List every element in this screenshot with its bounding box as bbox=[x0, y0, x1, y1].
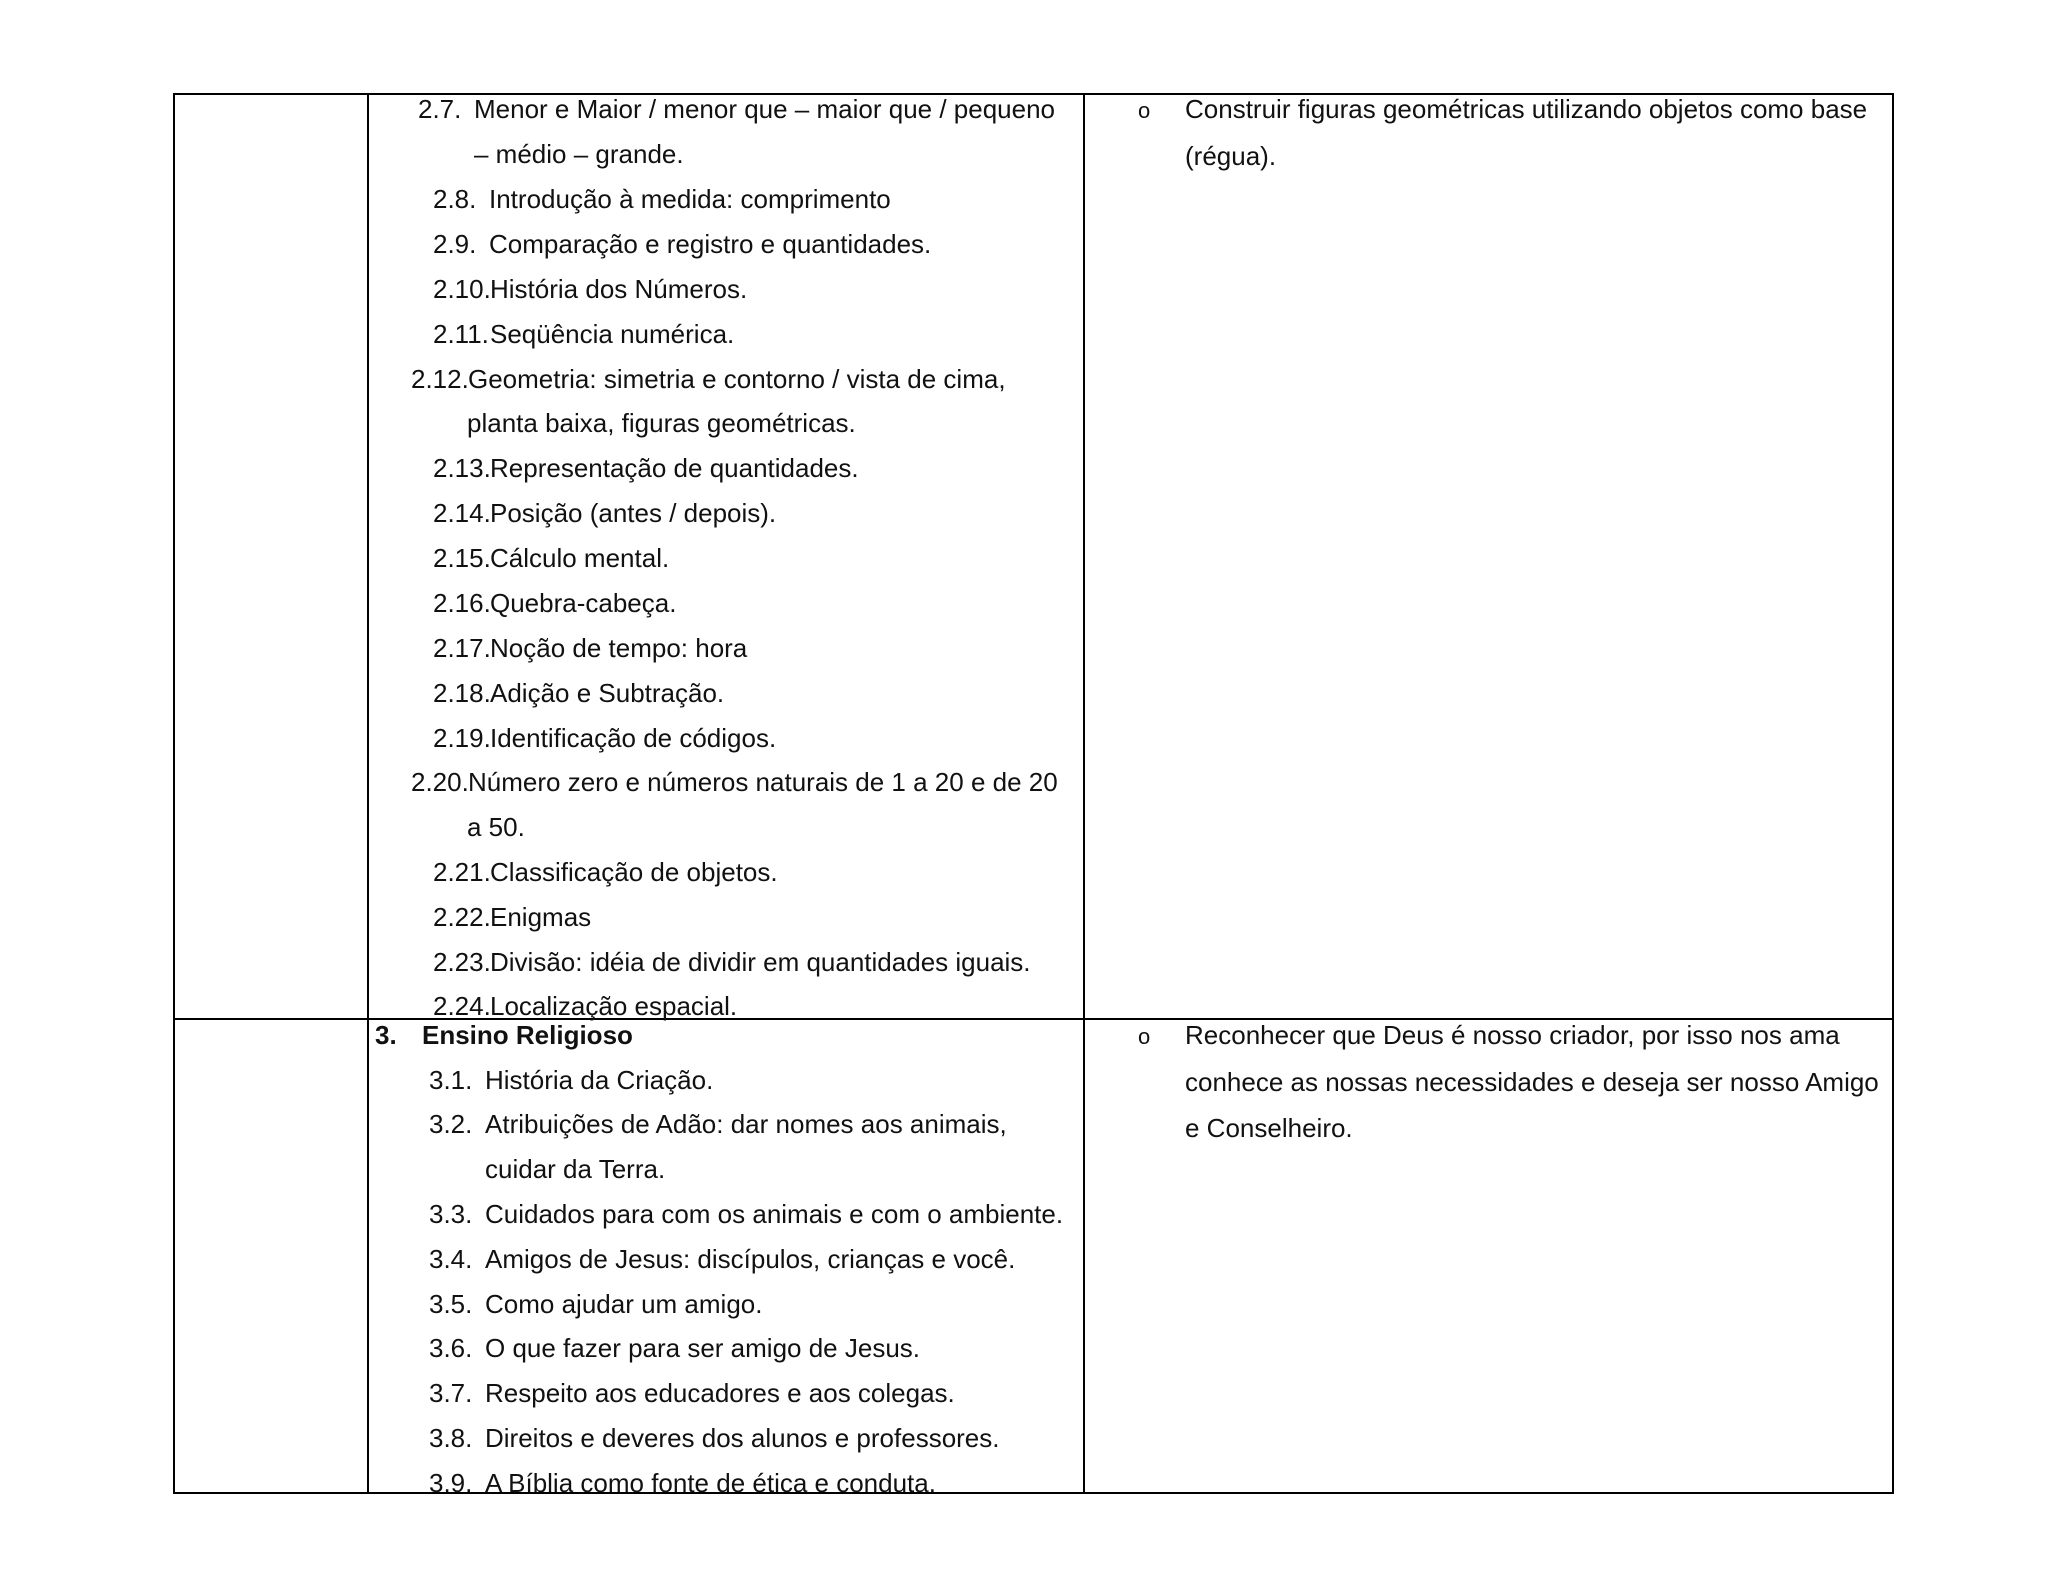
topic-number: 3.1. bbox=[429, 1065, 473, 1095]
objective-text: Construir figuras geométricas utilizando objetos como base bbox=[1185, 94, 1868, 124]
column-divider-2 bbox=[1083, 95, 1085, 1492]
topic-number: 2.21. bbox=[433, 857, 491, 887]
topic-number: 2.8. bbox=[433, 184, 477, 214]
topic-text: Respeito aos educadores e aos colegas. bbox=[485, 1378, 955, 1408]
topic-text-continuation: cuidar da Terra. bbox=[485, 1154, 666, 1184]
topic-number: 2.18. bbox=[433, 678, 491, 708]
topic-number: 2.22. bbox=[433, 902, 491, 932]
topic-number: 3.8. bbox=[429, 1423, 473, 1453]
topic-number: 2.17. bbox=[433, 633, 491, 663]
topic-text: Número zero e números naturais de 1 a 20 e de 20 bbox=[468, 767, 1058, 797]
topic-text: Direitos e deveres dos alunos e professores. bbox=[485, 1423, 1000, 1453]
topic-text: Enigmas bbox=[490, 902, 592, 932]
topic-number: 2.12. bbox=[411, 364, 469, 394]
topic-text: Adição e Subtração. bbox=[490, 678, 725, 708]
topic-number: 2.15. bbox=[433, 543, 491, 573]
bullet-icon: o bbox=[1138, 98, 1151, 123]
topic-text: História dos Números. bbox=[490, 274, 748, 304]
topic-number: 2.14. bbox=[433, 498, 491, 528]
topic-text: Como ajudar um amigo. bbox=[485, 1289, 763, 1319]
topic-text: O que fazer para ser amigo de Jesus. bbox=[485, 1333, 921, 1363]
topic-number: 2.24. bbox=[433, 991, 491, 1021]
topic-text: Cálculo mental. bbox=[490, 543, 670, 573]
topic-text: Divisão: idéia de dividir em quantidades iguais. bbox=[490, 947, 1031, 977]
topic-number: 3.4. bbox=[429, 1244, 473, 1274]
topic-text: Representação de quantidades. bbox=[490, 453, 859, 483]
topic-text-continuation: a 50. bbox=[467, 812, 525, 842]
topic-number: 2.16. bbox=[433, 588, 491, 618]
objective-text: conhece as nossas necessidades e deseja ser nosso Amigo bbox=[1185, 1067, 1879, 1097]
topic-number: 2.20. bbox=[411, 767, 469, 797]
topic-text: A Bíblia como fonte de ética e conduta. bbox=[485, 1468, 936, 1498]
topic-number: 2.23. bbox=[433, 947, 491, 977]
objective-text: e Conselheiro. bbox=[1185, 1113, 1353, 1143]
topic-number: 3.2. bbox=[429, 1109, 473, 1139]
topic-text: História da Criação. bbox=[485, 1065, 714, 1095]
topic-text: Menor e Maior / menor que – maior que / pequeno bbox=[474, 94, 1056, 124]
topic-text: Quebra-cabeça. bbox=[490, 588, 677, 618]
topic-number: 3.5. bbox=[429, 1289, 473, 1319]
topic-number: 2.10. bbox=[433, 274, 491, 304]
topic-text: Noção de tempo: hora bbox=[490, 633, 748, 663]
topic-text: Geometria: simetria e contorno / vista de cima, bbox=[468, 364, 1006, 394]
objective-text: Reconhecer que Deus é nosso criador, por isso nos ama bbox=[1185, 1020, 1840, 1050]
topic-text: Identificação de códigos. bbox=[490, 723, 777, 753]
objective-text: (régua). bbox=[1185, 141, 1277, 171]
topic-text: Posição (antes / depois). bbox=[490, 498, 777, 528]
section-number: 3. bbox=[375, 1020, 397, 1050]
column-divider-1 bbox=[367, 95, 369, 1492]
topic-text: Seqüência numérica. bbox=[490, 319, 735, 349]
section-heading: Ensino Religioso bbox=[422, 1020, 633, 1050]
topic-text: Cuidados para com os animais e com o ambiente. bbox=[485, 1199, 1064, 1229]
topic-text: Atribuições de Adão: dar nomes aos animais, bbox=[485, 1109, 1007, 1139]
topic-number: 2.19. bbox=[433, 723, 491, 753]
topic-text: Introdução à medida: comprimento bbox=[489, 184, 891, 214]
topic-text: Comparação e registro e quantidades. bbox=[489, 229, 932, 259]
topic-number: 2.7. bbox=[418, 94, 462, 124]
topic-text: Amigos de Jesus: discípulos, crianças e você. bbox=[485, 1244, 1016, 1274]
topic-number: 3.7. bbox=[429, 1378, 473, 1408]
topic-text-continuation: planta baixa, figuras geométricas. bbox=[467, 408, 856, 438]
topic-number: 2.13. bbox=[433, 453, 491, 483]
topic-text-continuation: – médio – grande. bbox=[474, 139, 684, 169]
topic-number: 2.11. bbox=[433, 319, 489, 349]
topic-number: 3.9. bbox=[429, 1468, 473, 1498]
topic-text: Localização espacial. bbox=[490, 991, 738, 1021]
bullet-icon: o bbox=[1138, 1024, 1151, 1049]
topic-number: 2.9. bbox=[433, 229, 477, 259]
topic-text: Classificação de objetos. bbox=[490, 857, 778, 887]
topic-number: 3.3. bbox=[429, 1199, 473, 1229]
topic-number: 3.6. bbox=[429, 1333, 473, 1363]
